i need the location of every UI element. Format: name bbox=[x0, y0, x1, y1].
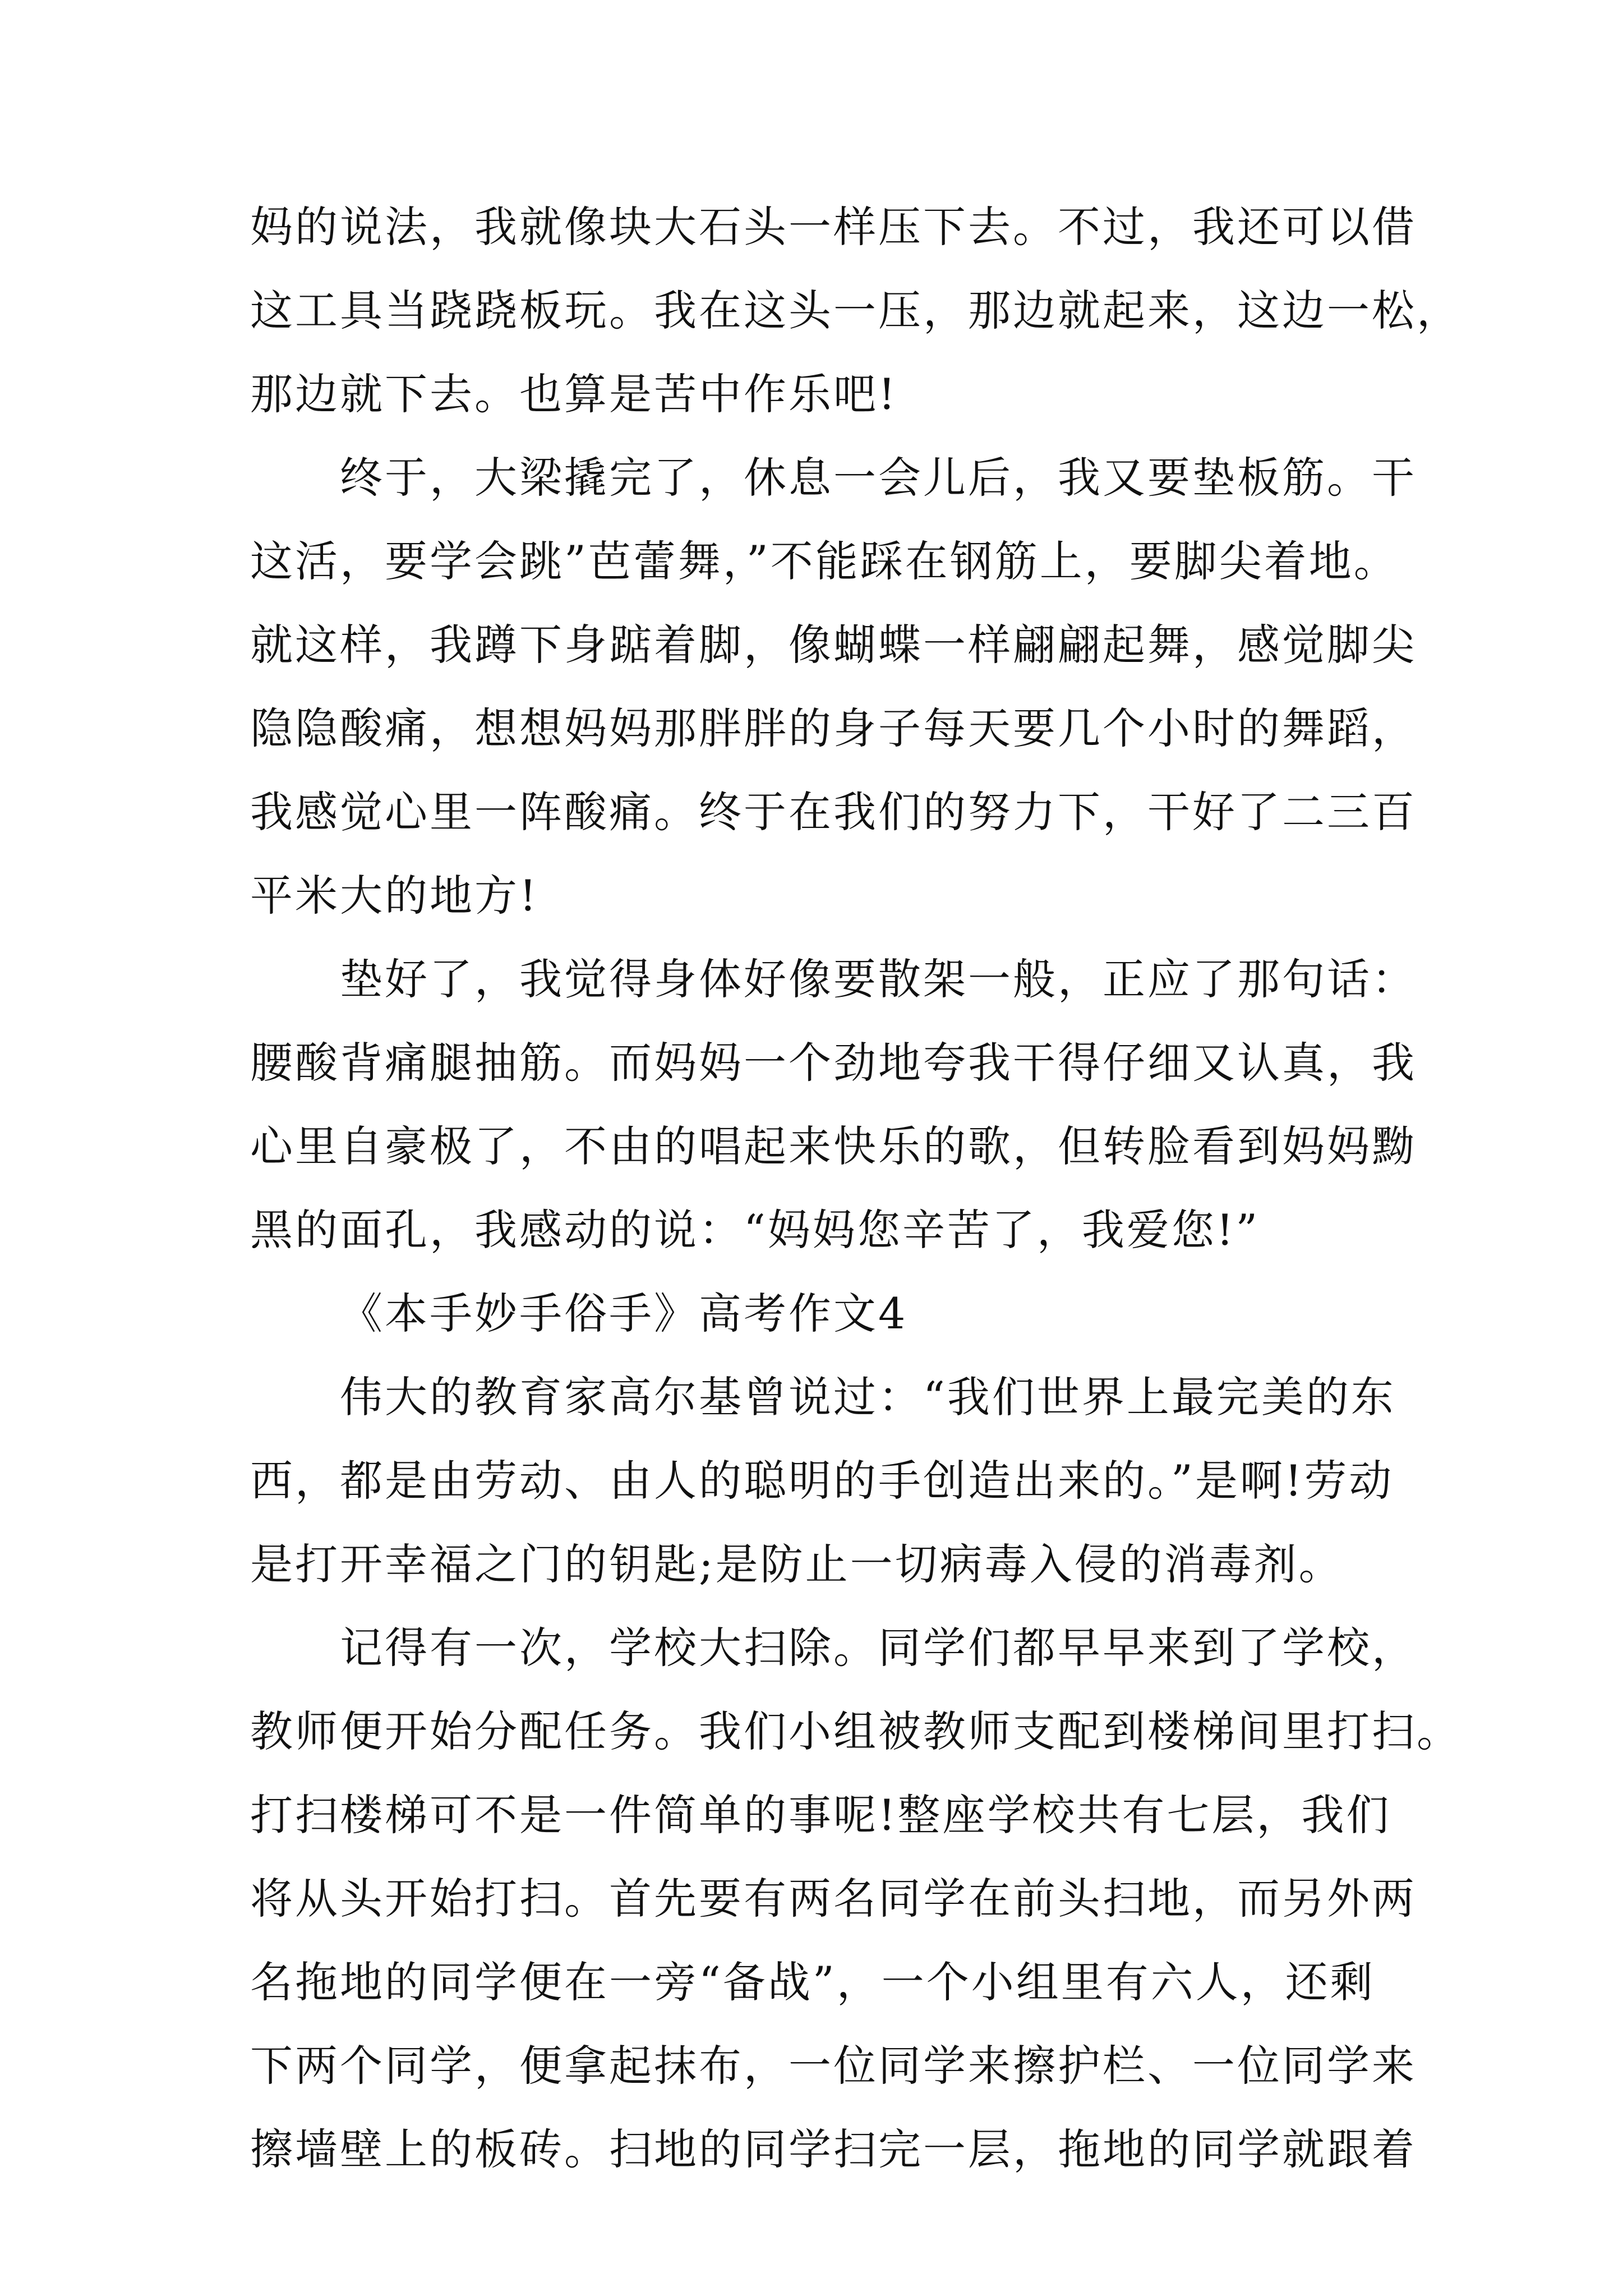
text-line: 名拖地的同学便在一旁“备战”，一个小组里有六人，还剩 bbox=[250, 1957, 1375, 2007]
text-line: 终于，大梁撬完了，休息一会儿后，我又要垫板筋。干 bbox=[340, 453, 1417, 503]
text-line: 下两个同学，便拿起抹布，一位同学来擦护栏、一位同学来 bbox=[250, 2041, 1417, 2091]
text-line: 记得有一次，学校大扫除。同学们都早早来到了学校， bbox=[340, 1623, 1417, 1673]
text-line: 是打开幸福之门的钥匙;是防止一切病毒入侵的消毒剂。 bbox=[250, 1539, 1344, 1589]
text-line: 这工具当跷跷板玩。我在这头一压，那边就起来，这边一松， bbox=[250, 286, 1461, 335]
text-line: 心里自豪极了，不由的唱起来快乐的歌，但转脸看到妈妈黝 bbox=[250, 1121, 1417, 1171]
text-line: 就这样，我蹲下身踮着脚，像蝴蝶一样翩翩起舞，感觉脚尖 bbox=[250, 620, 1417, 670]
text-line: 西，都是由劳动、由人的聪明的手创造出来的。”是啊!劳动 bbox=[250, 1456, 1394, 1506]
text-line: 妈的说法，我就像块大石头一样压下去。不过，我还可以借 bbox=[250, 202, 1417, 252]
text-line: 伟大的教育家高尔基曾说过：“我们世界上最完美的东 bbox=[340, 1372, 1396, 1422]
text-line: 将从头开始打扫。首先要有两名同学在前头扫地，而另外两 bbox=[250, 1874, 1417, 1924]
text-line: 打扫楼梯可不是一件简单的事呢!整座学校共有七层，我们 bbox=[250, 1790, 1391, 1840]
text-line: 黑的面孔，我感动的说：“妈妈您辛苦了，我爱您!” bbox=[250, 1205, 1260, 1255]
text-line: 平米大的地方! bbox=[250, 871, 539, 921]
text-line: 腰酸背痛腿抽筋。而妈妈一个劲地夸我干得仔细又认真，我 bbox=[250, 1038, 1417, 1088]
text-line: 那边就下去。也算是苦中作乐吧! bbox=[250, 369, 898, 419]
text-line: 我感觉心里一阵酸痛。终于在我们的努力下，干好了二三百 bbox=[250, 787, 1417, 837]
text-line: 教师便开始分配任务。我们小组被教师支配到楼梯间里打扫。 bbox=[250, 1706, 1461, 1756]
section-title: 《本手妙手俗手》高考作文4 bbox=[340, 1289, 908, 1338]
text-line: 这活，要学会跳”芭蕾舞，”不能踩在钢筋上，要脚尖着地。 bbox=[250, 536, 1399, 586]
text-line: 擦墙壁上的板砖。扫地的同学扫完一层，拖地的同学就跟着 bbox=[250, 2124, 1417, 2174]
text-line: 垫好了，我觉得身体好像要散架一般，正应了那句话： bbox=[340, 954, 1417, 1004]
text-line: 隐隐酸痛，想想妈妈那胖胖的身子每天要几个小时的舞蹈， bbox=[250, 703, 1417, 753]
